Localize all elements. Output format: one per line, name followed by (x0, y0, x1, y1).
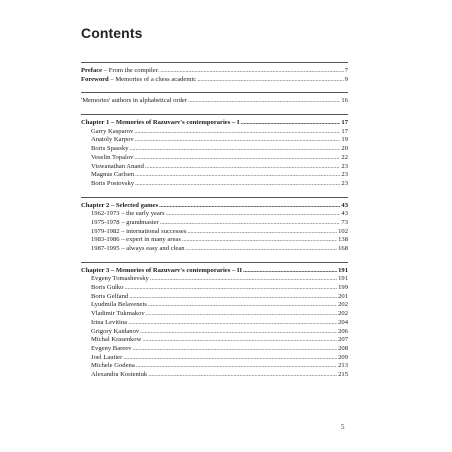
toc-entry[interactable] (81, 284, 348, 293)
toc-entry[interactable] (81, 171, 348, 180)
toc-entry-page: 43 (341, 210, 348, 218)
toc-entry-title (91, 136, 134, 145)
dot-leader (182, 236, 337, 245)
dot-leader (146, 310, 337, 319)
toc-chapter-entry[interactable] (81, 119, 348, 128)
toc-entry-page: 168 (338, 245, 348, 252)
toc-entry-title-text: Joel Lautier (91, 353, 123, 361)
toc-entry-title-bold: Chapter 2 – Selected games (81, 201, 159, 209)
toc-entry[interactable] (81, 310, 348, 319)
dot-leader (130, 145, 341, 154)
toc-entry-title-text: Alexandra Kosteniuk (91, 370, 148, 378)
toc-entry-title-text: 1979-1982 – international successes (91, 227, 187, 235)
toc-entry-page: 73 (341, 218, 348, 226)
toc-entry-title (91, 371, 147, 380)
toc-entry-title-text: – Memories of a chess academic (108, 75, 197, 83)
toc-entry-page: 204 (338, 318, 348, 326)
toc-entry-title (91, 180, 134, 189)
toc-entry-title-text: Evgeny Bareev (91, 344, 132, 352)
toc-entry-page: 102 (338, 227, 348, 235)
dot-leader (140, 328, 337, 337)
toc-entry[interactable] (81, 76, 348, 85)
toc-entry-title-text: Boris Gelfand (91, 292, 129, 300)
toc-entry-title (91, 171, 134, 180)
toc-entry[interactable] (81, 145, 348, 154)
toc-entry-page: 208 (338, 344, 348, 352)
toc-entry-title-text: Irina Levitina (91, 318, 128, 326)
toc-entry-title (91, 328, 139, 337)
toc-entry[interactable] (81, 128, 348, 137)
dot-leader (135, 136, 341, 145)
section-divider (81, 92, 348, 93)
toc-entry-title-text: Evgeny Tomashevsky (91, 275, 149, 283)
dot-leader (132, 345, 337, 354)
toc-entry[interactable] (81, 97, 348, 106)
toc-entry-title (91, 275, 149, 284)
page-title: Contents (81, 25, 143, 41)
dot-leader (142, 336, 337, 345)
toc-entry-title-bold: Chapter 3 – Memories of Razuvaev's contemporaries – II (81, 266, 243, 274)
toc-entry-title-text: 1983-1986 – expert in many areas (91, 236, 181, 244)
dot-leader (243, 267, 337, 276)
toc-entry[interactable] (81, 354, 348, 363)
dot-leader (136, 362, 337, 371)
dot-leader (135, 180, 340, 189)
toc-entry-title (91, 163, 144, 172)
toc-entry-title (91, 228, 186, 237)
toc-entry[interactable] (81, 301, 348, 310)
dot-leader (240, 119, 340, 128)
toc-entry-page: 23 (341, 162, 348, 170)
toc-entry[interactable] (81, 154, 348, 163)
toc-entry[interactable] (81, 275, 348, 284)
toc-section (81, 118, 348, 190)
toc-entry-title (91, 145, 129, 154)
toc-entry-page: 23 (341, 171, 348, 179)
toc-entry-title-text: Lyudmila Belavenets (91, 301, 147, 309)
toc-entry[interactable] (81, 67, 348, 76)
toc-entry-page: 23 (341, 179, 348, 187)
toc-chapter-entry[interactable] (81, 202, 348, 211)
toc-entry-title (91, 293, 128, 302)
toc-entry-title (81, 97, 187, 106)
dot-leader (134, 154, 340, 163)
dot-leader (188, 97, 340, 106)
toc-entry-title (91, 154, 133, 163)
toc-entry-title (91, 345, 131, 354)
toc-entry-title-text: – From the compiler. (102, 67, 160, 74)
toc-entry-title (81, 119, 239, 128)
toc-entry[interactable] (81, 293, 348, 302)
dot-leader (159, 202, 340, 211)
toc-entry-page: 191 (338, 266, 348, 274)
toc-entry[interactable] (81, 210, 348, 219)
toc-entry[interactable] (81, 163, 348, 172)
toc-entry-title (91, 336, 141, 345)
toc-entry-title-text: 'Memories' authors in alphabetical order (81, 97, 188, 105)
toc-entry[interactable] (81, 236, 348, 245)
dot-leader (124, 284, 337, 293)
page-number: 5 (341, 423, 345, 431)
section-divider (81, 114, 348, 115)
toc-entry[interactable] (81, 328, 348, 337)
toc-entry-title (81, 67, 159, 76)
dot-leader (129, 293, 337, 302)
toc-section (81, 266, 348, 381)
toc-entry[interactable] (81, 319, 348, 328)
dot-leader (148, 371, 337, 380)
dot-leader (134, 128, 340, 137)
toc-entry-title-text: Michal Krasenkow (91, 336, 142, 344)
toc-entry-title (91, 310, 145, 319)
toc-entry-page: 206 (338, 327, 348, 335)
toc-entry-page: 19 (341, 136, 348, 144)
toc-entry-title (91, 219, 159, 228)
toc-entry-title (91, 354, 122, 363)
toc-section (81, 66, 348, 85)
toc-entry[interactable] (81, 136, 348, 145)
dot-leader (148, 301, 337, 310)
toc-entry-title-text: Boris Postovsky (91, 179, 135, 187)
toc-entry-title (91, 284, 123, 293)
toc-entry-page: 138 (338, 236, 348, 244)
toc-entry-page: 202 (338, 301, 348, 309)
section-divider (81, 262, 348, 263)
toc-entry-title (91, 210, 165, 219)
toc-entry-title-text: Grigory Kaidanov (91, 327, 140, 335)
dot-leader (128, 319, 337, 328)
toc-entry[interactable] (81, 245, 348, 254)
toc-entry-page: 16 (341, 97, 348, 105)
toc-entry[interactable] (81, 228, 348, 237)
toc-entry-page: 209 (338, 353, 348, 361)
toc-entry[interactable] (81, 180, 348, 189)
toc-entry-title-text: Boris Spassky (91, 145, 129, 153)
toc-entry-title (91, 362, 135, 371)
toc-entry-page: 17 (341, 127, 348, 135)
toc-entry-title (91, 236, 181, 245)
dot-leader (145, 163, 341, 172)
section-divider (81, 197, 348, 198)
toc-entry-title (91, 128, 133, 137)
toc-entry-title (81, 76, 196, 85)
dot-leader (150, 275, 337, 284)
dot-leader (197, 76, 343, 85)
dot-leader (160, 219, 341, 228)
toc-entry-page: 191 (338, 275, 348, 283)
toc-section (81, 201, 348, 255)
toc-entry-title (81, 202, 158, 211)
toc-entry-title (91, 319, 127, 328)
toc-entry-page: 199 (338, 284, 348, 292)
toc-entry[interactable] (81, 219, 348, 228)
toc-entry-title-bold: Foreword (81, 75, 109, 83)
toc-entry-title-text: Magnus Carlsen (91, 171, 135, 179)
table-of-contents (81, 62, 348, 381)
toc-entry-title-text: Garry Kasparov (91, 127, 134, 135)
toc-entry[interactable] (81, 336, 348, 345)
toc-section (81, 96, 348, 107)
toc-entry-page: 207 (338, 336, 348, 344)
dot-leader (160, 67, 344, 76)
toc-entry-page: 202 (338, 310, 348, 318)
toc-entry-title-bold: Chapter 1 – Memories of Razuvaev's contemporaries – I (81, 119, 240, 127)
toc-entry-page: 22 (341, 153, 348, 161)
toc-entry-title-text: Boris Gulko (91, 284, 124, 292)
toc-entry-page: 20 (341, 145, 348, 153)
toc-entry-title (91, 245, 185, 254)
toc-entry-title-text: 1987-1995 – always easy and clean (91, 245, 185, 252)
toc-entry-page: 201 (338, 292, 348, 300)
toc-entry-page: 43 (341, 201, 348, 209)
dot-leader (123, 354, 337, 363)
toc-entry[interactable] (81, 362, 348, 371)
dot-leader (135, 171, 340, 180)
toc-entry-title (81, 267, 242, 276)
dot-leader (187, 228, 337, 237)
toc-entry-title (91, 301, 147, 310)
toc-chapter-entry[interactable] (81, 267, 348, 276)
toc-entry-page: 9 (344, 75, 348, 83)
toc-entry-title-text: 1962-1973 – the early years (91, 210, 165, 218)
toc-entry-page: 17 (341, 119, 348, 127)
dot-leader (186, 245, 338, 254)
toc-entry-title-text: Vladimir Tukmakov (91, 310, 145, 318)
dot-leader (166, 210, 341, 219)
toc-entry-page: 7 (344, 67, 348, 74)
toc-entry-title-bold: Preface (81, 67, 103, 74)
toc-entry-title-text: 1975-1978 – grandmaster (91, 218, 159, 226)
toc-entry-title-text: Anatoly Karpov (91, 136, 134, 144)
toc-entry-title-text: Viswanathan Anand (91, 162, 144, 170)
toc-entry-page: 213 (338, 362, 348, 370)
toc-entry[interactable] (81, 345, 348, 354)
toc-entry-title-text: Veselin Topalov (91, 153, 134, 161)
toc-entry[interactable] (81, 371, 348, 380)
toc-entry-title-text: Michele Godena (91, 362, 135, 370)
section-divider (81, 62, 348, 63)
toc-entry-page: 215 (338, 370, 348, 378)
